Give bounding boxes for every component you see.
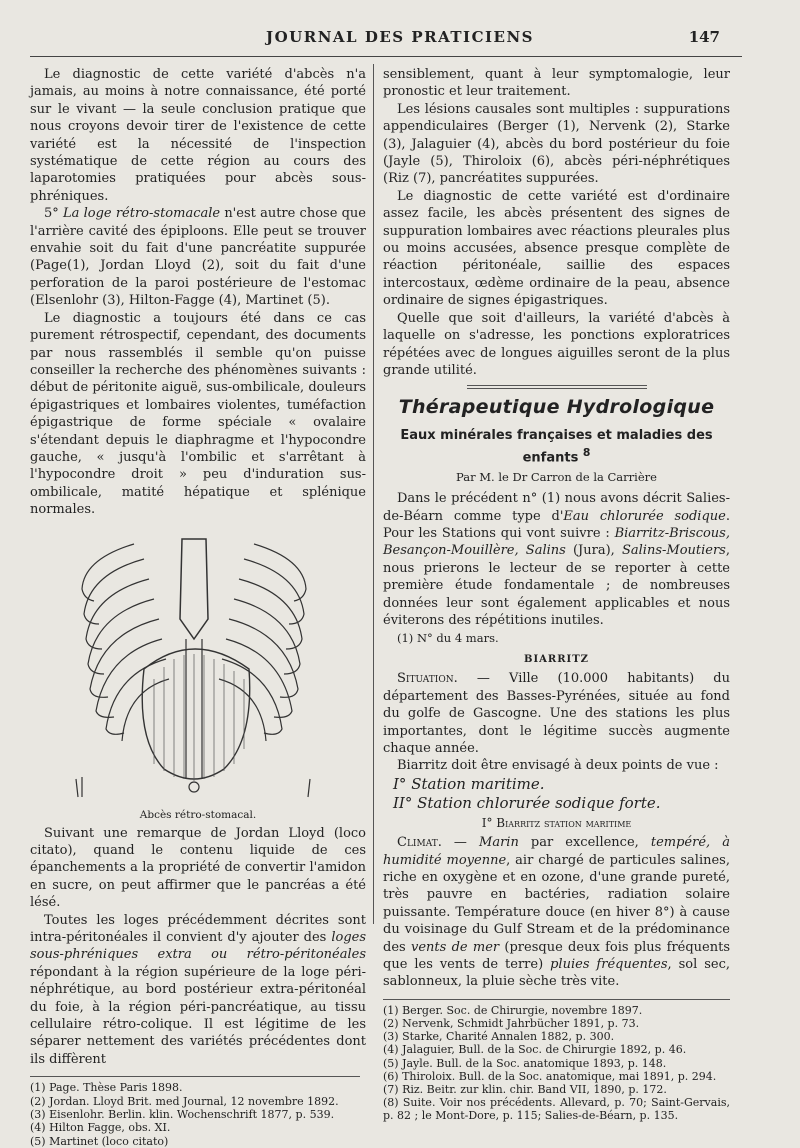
paragraph-text: , sol sec, sablonneux, la pluie sèche très vite.	[383, 957, 730, 990]
footnote: (1) Berger. Soc. de Chirurgie, novembre 1897.	[383, 1003, 643, 1017]
anatomical-figure	[30, 529, 366, 819]
footnote: (5) Martinet (loco citato)	[30, 1134, 169, 1148]
paragraph-text: par excellence,	[518, 835, 651, 851]
article-title	[383, 427, 730, 467]
article-note: 8	[582, 446, 591, 460]
journal-title: JOURNAL DES PRATICIENS	[266, 28, 534, 46]
footnote: (3) Eisenlohr. Berlin. klin. Wochenschrift 1877, p. 539.	[30, 1108, 335, 1122]
paragraph: Suivant une remarque de Jordan Lloyd (loco citato), quand le contenu liquide de ces épanchements a la propriété de convertir l'amidon en sucre, on peut affirmer que le pancréas a été lésé.	[30, 825, 366, 911]
paragraph-number: 5°	[44, 206, 59, 222]
paragraph-italic: pluies fréquentes	[550, 957, 668, 973]
paragraph	[383, 834, 730, 991]
paragraph-italic: tempéré, à humidité moyenne	[383, 835, 730, 868]
paragraph: Les lésions causales sont multiples : suppurations appendiculaires (Berger (1), Nervenk (2), Starke (3), Jalaguier (4), abcès du bord postérieur du foie (Jayle (5), Thiroloix (6), abcès péri-néphrétiques (Riz (7), pancréatites suppurées.	[383, 101, 730, 187]
paragraph-italic: loges sous-phréniques extra ou rétro-péritonéales	[30, 930, 366, 963]
footnote: (7) Riz. Beitr. zur klin. chir. Band VII, 1890, p. 172.	[383, 1083, 667, 1097]
left-column	[30, 66, 366, 1148]
paragraph-text: Dans le précédent n° (1) nous avons décrit Salies-de-Béarn comme type d'	[383, 491, 730, 524]
section-divider	[467, 385, 647, 389]
footnote: (2) Jordan. Lloyd Brit. med Journal, 12 novembre 1892.	[30, 1094, 339, 1108]
article-title-text: Eaux minérales françaises et maladies des enfants	[400, 427, 713, 466]
paragraph-text: Toutes les loges précédemment décrites sont intra-péritonéales il convient d'y ajouter des	[30, 912, 366, 945]
page-header	[0, 28, 800, 54]
paragraph-text: (presque deux fois plus fréquents que les vents de terre)	[383, 939, 731, 973]
paragraph-text: . Pour les Stations qui vont suivre :	[383, 508, 730, 542]
paragraph: Le diagnostic de cette variété d'abcès n'a jamais, au moins à notre connaissance, été porté sur le vivant — la seule conclusion pratique que nous croyons devoir tirer de l'existence de cette variété est la nécessité de l'inspection systématique de cette région au cours des laparotomies pratiquées pour abcès sous-phréniques.	[30, 67, 366, 204]
footnote: (1) Page. Thèse Paris 1898.	[30, 1081, 183, 1095]
point-item: II° Station chlorurée sodique forte.	[393, 793, 661, 812]
footnote: (4) Hilton Fagge, obs. XI.	[30, 1121, 171, 1135]
paragraph	[383, 670, 730, 757]
paragraph: Le diagnostic a toujours été dans ce cas purement rétrospectif, cependant, des documents par nous rassemblés il semble qu'on puisse conseiller la recherche des phénomènes suivants : début de péritonite aiguë, sus-ombilicale, douleurs épigastriques et lombaires violentes, tuméfaction épigastrique de forme spéciale « ovalaire s'étendant depuis le diaphragme et l'hypocondre gauche, « jusqu'à l'ombilic et s'arrêtant à l'hypocondre droit » peu d'induration sus-ombilicale, matité hépatique et splénique normales.	[30, 310, 366, 518]
paragraph-italic: vents de mer	[410, 939, 500, 955]
right-column	[383, 66, 730, 1123]
section-title: Thérapeutique Hydrologique	[398, 396, 715, 419]
footnote: (5) Jayle. Bull. de la Soc. anatomique 1893, p. 148.	[383, 1056, 667, 1070]
subsection-heading: I° Biarritz station maritime	[481, 815, 632, 830]
header-rule	[30, 56, 742, 57]
paragraph-italic: Salins-Moutiers	[621, 543, 726, 559]
point-item: I° Station maritime.	[393, 774, 545, 793]
footnote: (3) Starke, Charité Annalen 1882, p. 300.	[383, 1030, 615, 1044]
paragraph	[30, 205, 366, 309]
paragraph-label: Climat.	[397, 835, 442, 851]
footnote: (6) Thiroloix. Bull. de la Soc. anatomique, mai 1891, p. 294.	[383, 1069, 717, 1083]
paragraph-text: répondant à la région supérieure de la loge péri-néphrétique, au bord postérieur extra-péritonéal du foie, à la région péri-pancréatique, au tissu cellulaire rétro-colique. Il est légitime de les séparer nettement des variétés précédentes dont ils diffèrent	[30, 964, 366, 1067]
figure-caption: Abcès rétro-stomacal.	[139, 808, 257, 821]
paragraph-italic: La loge rétro-stomacale	[63, 206, 221, 222]
footnote: (2) Nervenk, Schmidt Jahrbücher 1891, p. 73.	[383, 1017, 640, 1031]
paragraph	[383, 490, 730, 629]
paragraph-italic: Marin	[479, 835, 519, 851]
byline: Par M. le Dr Carron de la Carrière	[456, 469, 657, 484]
paragraph-italic: Biarritz-Briscous, Besançon-Mouillère, Salins	[383, 526, 730, 559]
paragraph-text: —	[441, 835, 480, 851]
subsection-heading: BIARRITZ	[524, 653, 589, 665]
paragraph: Le diagnostic de cette variété est d'ordinaire assez facile, les abcès présentent des signes de suppuration lombaires avec réactions pleurales plus ou moins accusées, absence presque complète de réaction péritonéale, saillie des espaces intercostaux, œdème ordinaire de la peau, absence ordinaire de signes épigastriques.	[383, 188, 730, 309]
paragraph-label: Situation.	[397, 671, 458, 687]
paragraph-text: , nous prierons le lecteur de se reporter à cette première étude fondamentale ; de nombreuses données leur sont également applicables et nous éviterons des répétitions inutiles.	[383, 543, 730, 629]
left-footnotes	[30, 1076, 360, 1148]
paragraph	[30, 912, 366, 1069]
footnote: (8) Suite. Voir nos précédents. Allevard, p. 70; Saint-Gervais, p. 82 ; le Mont-Dore, p. 115; Salies-de-Béarn, p. 135.	[383, 1096, 730, 1123]
paragraph-text: (Jura),	[565, 543, 622, 559]
paragraph-text: n'est autre chose que l'arrière cavité des épiploons. Elle peut se trouver envahie soit du fait d'une pancréatite suppurée (Page(1), Jordan Lloyd (2), soit du fait d'une perforation de la paroi postérieure de l'estomac (Elsenlohr (3), Hilton-Fagge (4), Martinet (5).	[30, 206, 366, 309]
paragraph: Quelle que soit d'ailleurs, la variété d'abcès à laquelle on s'adresse, les ponctions exploratrices répétées avec de longues aiguilles seront de la plus grande utilité.	[383, 310, 730, 378]
paragraph-text: , air chargé de particules salines, riche en oxygène et en ozone, d'une grande pureté, très pauvre en bactéries, radiation solaire puissante. Température douce (en hiver 8°) à cause du voisinage du Gulf Stream et de la prédominance des	[383, 852, 730, 955]
paragraph-italic: Eau chlorurée sodique	[563, 508, 726, 524]
inline-note: (1) N° du 4 mars.	[397, 630, 499, 645]
paragraph-text: — Ville (10.000 habitants) du département des Basses-Pyrénées, située au fond du golfe de Gascogne. Une des stations les plus importantes, dont le légitime succès augmente chaque année.	[383, 671, 730, 756]
right-footnotes	[383, 999, 730, 1123]
page-number: 147	[688, 28, 720, 46]
rib-cage-illustration	[74, 529, 314, 799]
column-divider	[373, 64, 374, 924]
footnote: (4) Jalaguier, Bull. de la Soc. de Chirurgie 1892, p. 46.	[383, 1043, 687, 1057]
paragraph: sensiblement, quant à leur symptomalogie, leur pronostic et leur traitement.	[383, 67, 730, 100]
paragraph: Biarritz doit être envisagé à deux points de vue :	[397, 758, 719, 774]
